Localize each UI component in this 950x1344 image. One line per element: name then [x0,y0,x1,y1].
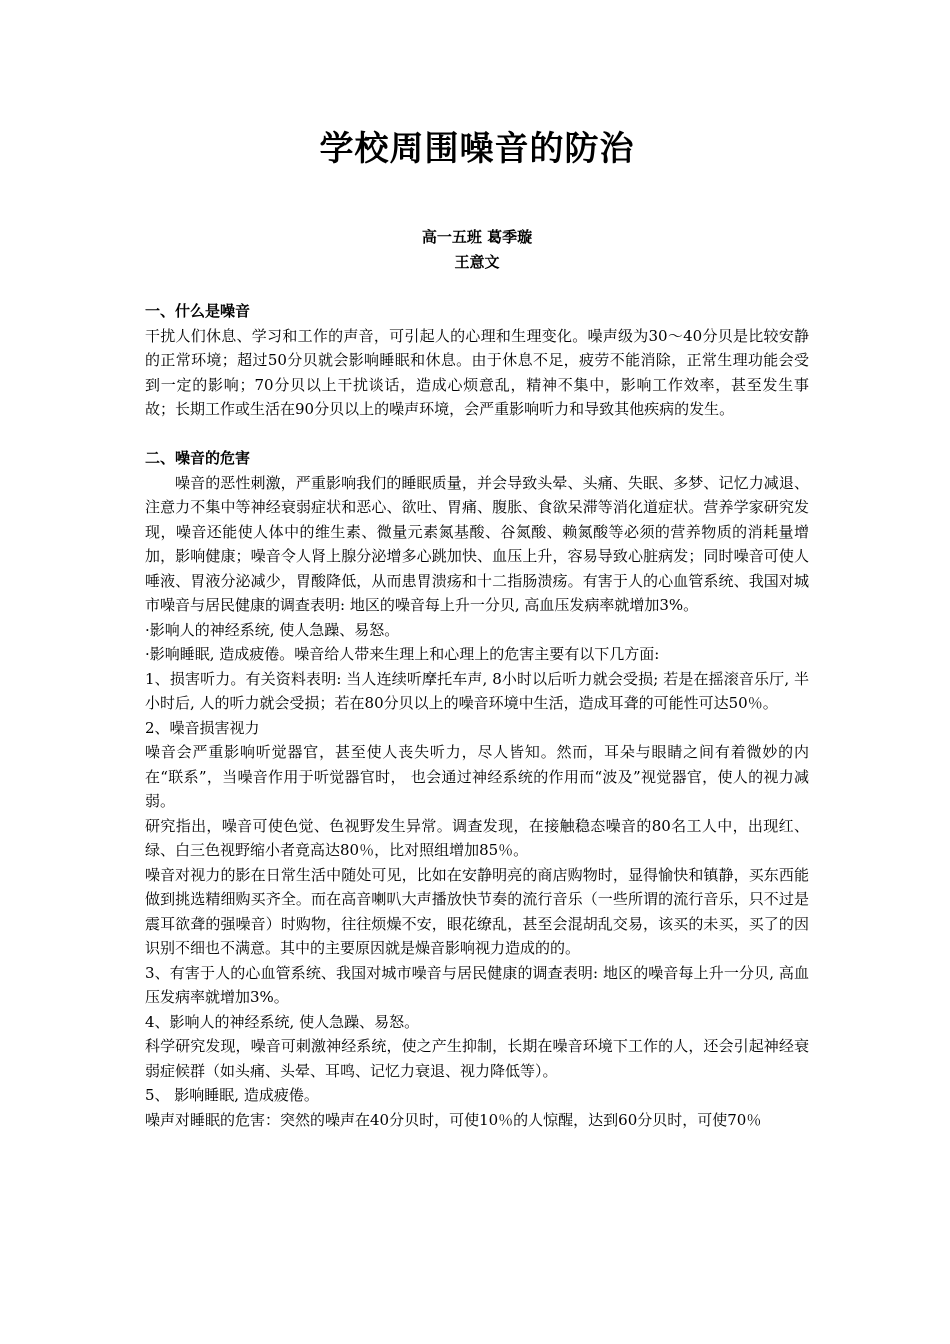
section-heading-what-is-noise: 一、什么是噪音 [145,302,251,320]
paragraph: 3、有害于人的心血管系统、我国对城市噪音与居民健康的调查表明: 地区的噪音每上升一分贝, 高血压发病率就增加3%。 [145,963,809,1006]
paragraph: 研究指出，噪音可使色觉、色视野发生异常。调查发现，在接触稳态噪音的80名工人中，出现红、绿、白三色视野缩小者竟高达80％，比对照组增加85％。 [145,816,809,859]
document-title: 学校周围噪音的防治 [319,129,635,169]
paragraph: ·影响睡眠, 造成疲倦。噪音给人带来生理上和心理上的危害主要有以下几方面: [145,645,660,663]
paragraph: 科学研究发现，噪音可刺激神经系统，使之产生抑制，长期在噪音环境下工作的人，还会引起神经衰弱症候群（如头痛、头晕、耳鸣、记忆力衰退、视力降低等）。 [145,1037,809,1080]
paragraph: 5、 影响睡眠, 造成疲倦。 [145,1086,319,1104]
spacer [145,422,809,447]
paragraph: 1、损害听力。有关资料表明: 当人连续听摩托车声, 8小时以后听力就会受损; 若是在摇滚音乐厅, 半小时后, 人的听力就会受损；若在80分贝以上的噪音环境中生活，造成耳聋的可能性可达50％。 [145,669,809,712]
paragraph: 噪音的恶性刺激，严重影响我们的睡眠质量，并会导致头晕、头痛、失眠、多梦、记忆力减退、注意力不集中等神经衰弱症状和恶心、欲吐、胃痛、腹胀、食欲呆滞等消化道症状。营养学家研究发现，噪音还能使人体中的维生素、微量元素氮基酸、谷氮酸、赖氮酸等必须的营养物质的消耗量增加，影响健康；噪音令人肾上腺分泌增多心跳加快、血压上升，容易导致心脏病发；同时噪音可使人唾液、胃液分泌减少，胃酸降低，从而患胃溃疡和十二指肠溃疡。有害于人的心血管系统、我国对城市噪音与居民健康的调查表明: 地区的噪音每上升一分贝, 高血压发病率就增加3%。 [145,473,809,614]
paragraph: 噪音会严重影响听觉器官，甚至使人丧失听力，尽人皆知。然而，耳朵与眼睛之间有着微妙的内在“联系”，当噪音作用于听觉器官时， 也会通过神经系统的作用而“波及”视觉器官，使人的视力减弱。 [145,743,809,810]
paragraph: 4、影响人的神经系统, 使人急躁、易怒。 [145,1012,420,1031]
paragraph: 噪音对视力的影在日常生活中随处可见，比如在安静明亮的商店购物时，显得愉快和镇静，买东西能做到挑选精细购买齐全。而在高音喇叭大声播放快节奏的流行音乐（一些所谓的流行音乐，只不过是震耳欲聋的强噪音）时购物，往往烦燥不安，眼花缭乱，甚至会混胡乱交易，该买的未买，买了的因识别不细也不满意。其中的主要原因就是燥音影响视力造成的的。 [145,865,809,957]
author-line-1: 高一五班 葛季璇 [421,228,533,246]
document-body [145,299,809,1132]
section-heading-noise-harm: 二、噪音的危害 [145,449,251,467]
paragraph: 2、噪音损害视力 [145,718,260,737]
paragraph: 干扰人们休息、学习和工作的声音，可引起人的心理和生理变化。噪声级为30～40分贝是比较安静的正常环境；超过50分贝就会影响睡眠和休息。由于休息不足，疲劳不能消除，正常生理功能会受到一定的影响；70分贝以上干扰谈话，造成心烦意乱，精神不集中，影响工作效率，甚至发生事故；长期工作或生活在90分贝以上的噪声环境，会严重影响听力和导致其他疾病的发生。 [145,326,809,418]
paragraph: 噪声对睡眠的危害：突然的噪声在40分贝时，可使10％的人惊醒，达到60分贝时，可使70％ [145,1110,762,1129]
paragraph: ·影响人的神经系统, 使人急躁、易怒。 [145,620,400,639]
author-line-2: 王意文 [454,253,500,271]
